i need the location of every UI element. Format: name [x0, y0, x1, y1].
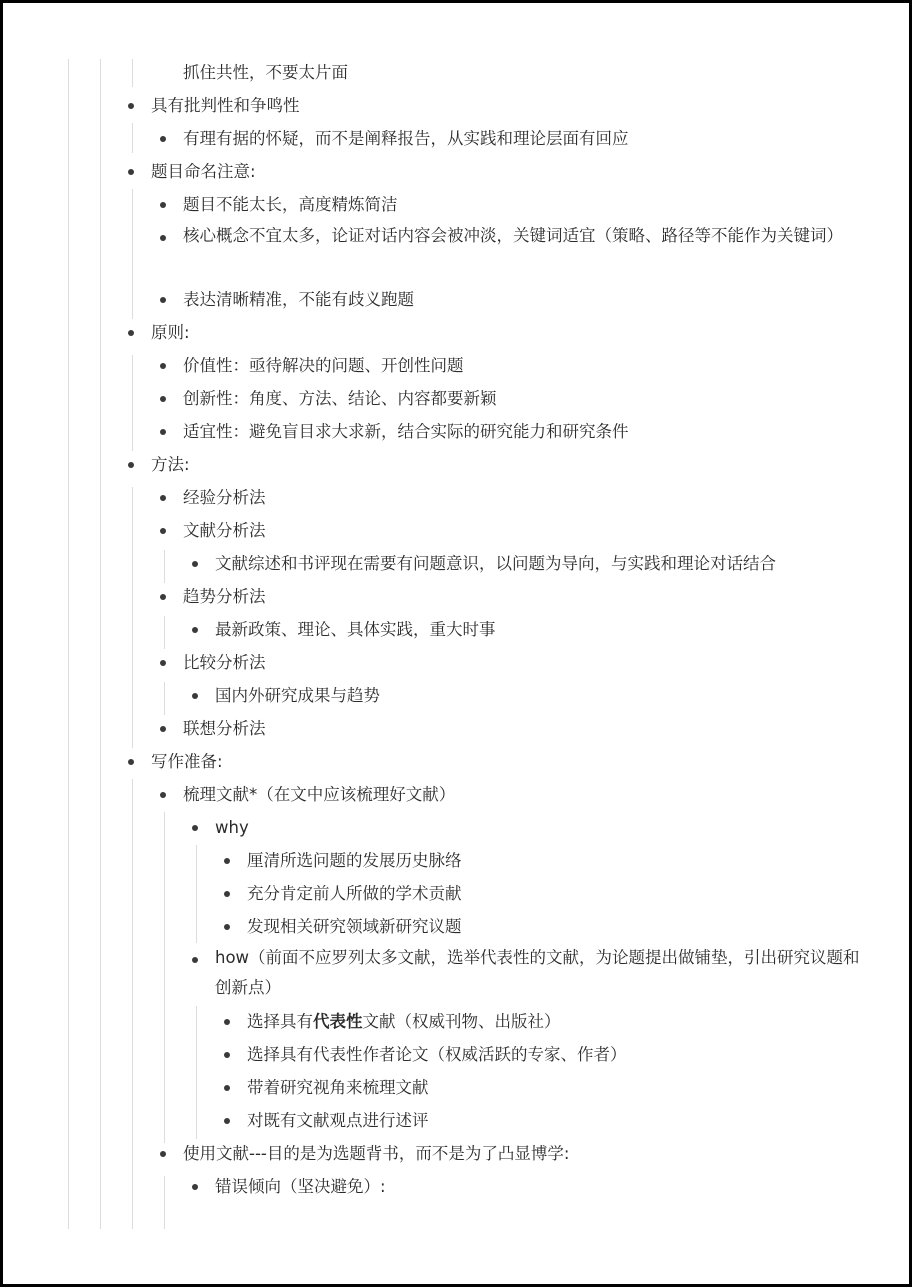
bullet-dot: [128, 103, 134, 109]
list-item-text: [247, 1005, 561, 1038]
bullet-dot: [160, 235, 166, 241]
list-item-text: 方法:: [151, 455, 190, 474]
list-item: [3, 547, 909, 580]
bullet-dot: [160, 136, 166, 142]
bullet-dot: [160, 726, 166, 732]
list-item: [3, 89, 909, 122]
bullet-dot: [128, 759, 134, 765]
list-item: [3, 910, 909, 943]
list-item: [3, 514, 909, 547]
list-item-text: 对既有文献观点进行述评: [247, 1111, 429, 1130]
list-item-text: 发现相关研究领域新研究议题: [247, 917, 462, 936]
list-item-text: 国内外研究成果与趋势: [215, 686, 380, 705]
list-item: [3, 613, 909, 646]
bullet-dot: [160, 1151, 166, 1157]
bullet-dot: [192, 957, 198, 963]
list-item: [3, 415, 909, 448]
list-item-text: 文献分析法: [183, 521, 266, 540]
list-item-text: 抓住共性，不要太片面: [183, 63, 348, 82]
bullet-dot: [128, 169, 134, 175]
list-item-text: 适宜性：避免盲目求大求新，结合实际的研究能力和研究条件: [183, 422, 629, 441]
list-item: [3, 1170, 909, 1203]
list-item: [3, 580, 909, 613]
bullet-dot: [128, 330, 134, 336]
list-item: [3, 1137, 909, 1170]
list-item-text: 梳理文献*（在文中应该梳理好文献）: [183, 785, 456, 804]
list-item: [3, 745, 909, 778]
list-item-text: 趋势分析法: [183, 587, 266, 606]
text-segment: 文献（权威刊物、出版社）: [362, 1012, 561, 1031]
bullet-dot: [224, 1052, 230, 1058]
list-item: [3, 1038, 909, 1071]
bullet-dot: [224, 1118, 230, 1124]
bullet-dot: [192, 825, 198, 831]
list-item-text: 最新政策、理论、具体实践，重大时事: [215, 620, 496, 639]
list-item-text: 比较分析法: [183, 653, 266, 672]
bullet-dot: [192, 627, 198, 633]
bold-text: 代表性: [313, 1012, 363, 1031]
list-item-text: 选择具有代表性作者论文（权威活跃的专家、作者）: [247, 1045, 627, 1064]
list-item-text: 原则:: [151, 323, 190, 342]
list-item: [3, 679, 909, 712]
bullet-dot: [160, 594, 166, 600]
list-item-text: 文献综述和书评现在需要有问题意识，以问题为导向，与实践和理论对话结合: [215, 554, 776, 573]
list-item-text: 题目命名注意:: [151, 162, 256, 181]
list-item: [3, 382, 909, 415]
bullet-dot: [160, 202, 166, 208]
list-item-text: 表达清晰精准，不能有歧义跑题: [183, 290, 414, 309]
list-item: [3, 1005, 909, 1038]
bullet-dot: [128, 462, 134, 468]
list-item-text: 经验分析法: [183, 488, 266, 507]
bullet-dot: [160, 495, 166, 501]
list-item: [3, 646, 909, 679]
list-item: [3, 221, 909, 283]
document-page: [3, 3, 909, 1284]
bullet-dot: [224, 1019, 230, 1025]
bullet-dot: [224, 858, 230, 864]
bullet-dot: [224, 1085, 230, 1091]
list-item: [3, 349, 909, 382]
list-item: [3, 1071, 909, 1104]
list-item-text: 带着研究视角来梳理文献: [247, 1078, 429, 1097]
list-item-text: 核心概念不宜太多，论证对话内容会被冲淡，关键词适宜（策略、路径等不能作为关键词）: [183, 226, 843, 245]
bullet-dot: [224, 891, 230, 897]
list-item: [3, 155, 909, 188]
bullet-dot: [160, 528, 166, 534]
list-item: [3, 122, 909, 155]
list-item: [3, 316, 909, 349]
list-item-text: how（前面不应罗列太多文献，选举代表性的文献，为论题提出做铺垫，引出研究议题和创新点）: [215, 948, 860, 997]
list-item-text: 充分肯定前人所做的学术贡献: [247, 884, 462, 903]
bullet-dot: [192, 1184, 198, 1190]
list-item-text: 有理有据的怀疑，而不是阐释报告，从实践和理论层面有回应: [183, 129, 629, 148]
list-item-text: 价值性：亟待解决的问题、开创性问题: [183, 356, 464, 375]
list-item-text: 写作准备:: [151, 752, 223, 771]
list-item-text: 错误倾向（坚决避免）:: [215, 1177, 386, 1196]
list-item-text: 使用文献---目的是为选题背书，而不是为了凸显博学:: [183, 1144, 570, 1163]
bullet-dot: [160, 660, 166, 666]
text-segment: 选择具有: [247, 1012, 313, 1031]
list-item-text: 题目不能太长，高度精炼简洁: [183, 195, 398, 214]
bullet-dot: [160, 396, 166, 402]
bullet-dot: [160, 363, 166, 369]
list-item-text: 联想分析法: [183, 719, 266, 738]
bullet-dot: [160, 297, 166, 303]
list-item-text: 厘清所选问题的发展历史脉络: [247, 851, 462, 870]
list-item: [3, 943, 909, 1005]
list-item: [3, 448, 909, 481]
list-item-text: why: [215, 818, 249, 837]
list-item: [3, 811, 909, 844]
list-item: [3, 481, 909, 514]
bullet-dot: [224, 924, 230, 930]
list-item: [3, 56, 909, 89]
list-item: [3, 844, 909, 877]
bullet-dot: [160, 792, 166, 798]
list-item: [3, 712, 909, 745]
list-item: [3, 283, 909, 316]
list-item: [3, 877, 909, 910]
list-item: [3, 188, 909, 221]
list-item: [3, 778, 909, 811]
list-item: [3, 1104, 909, 1137]
list-item-text: 创新性：角度、方法、结论、内容都要新颖: [183, 389, 497, 408]
bullet-dot: [192, 693, 198, 699]
bullet-dot: [160, 429, 166, 435]
bullet-dot: [192, 561, 198, 567]
list-item-text: 具有批判性和争鸣性: [151, 96, 300, 115]
